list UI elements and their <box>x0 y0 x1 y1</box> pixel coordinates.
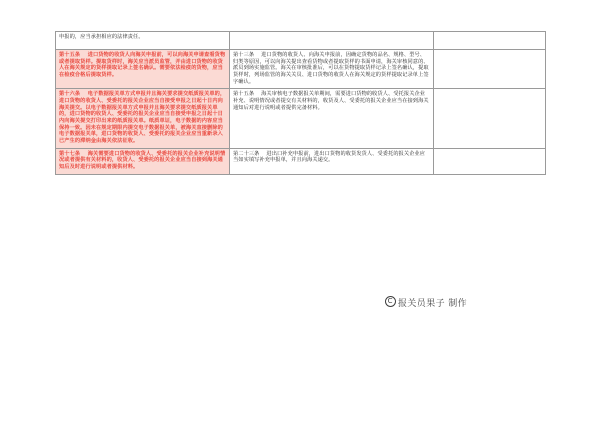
cell-text: 申报的，应当承担相应的法律责任。 <box>59 34 144 40</box>
watermark <box>385 296 467 309</box>
cell-text: 第二十三条 进出口补充申报前，进出口货物的收货发货人、受委托的报关企业应当如实填写补充申报单，并且向海关递交。 <box>233 150 426 164</box>
table-cell-left <box>56 32 230 50</box>
table-cell-left <box>56 148 230 174</box>
table-cell-right <box>434 50 546 89</box>
table-row <box>56 148 546 174</box>
cell-text: 第十五条 进口货物的收货人向海关申报前，可以向海关申请查看货物或者提取货样。提取货样时，海关应当派员监管，并由进口货物的收货人在海关规定的货样提取记录上签名确认。需要依法检疫的货物，应当在检疫合格后提取货样。 <box>59 52 226 78</box>
table-row <box>56 89 546 148</box>
table-cell-middle <box>230 32 434 50</box>
table-row <box>56 50 546 89</box>
cell-text: 第十七条 海关需要进口货物的收货人、受委托的报关企业补充说明情况或者提供有关材料的，收货人、受委托的报关企业应当自接到海关通知后及时进行说明或者提供材料。 <box>59 150 226 170</box>
table-cell-left <box>56 89 230 148</box>
table-cell-right <box>434 32 546 50</box>
table-cell-right <box>434 148 546 174</box>
table-row <box>56 32 546 50</box>
copyright-icon <box>385 296 396 307</box>
table-cell-left <box>56 50 230 89</box>
table-cell-middle <box>230 148 434 174</box>
regulations-comparison-table <box>55 31 546 175</box>
cell-text: 第十三条 进口货物的收货人、向海关申报前，因确定货物的品名、规格、型号、归类等原因，可以向海关提出查看货物或者提取货样的书面申请，海关审核同意的、派员到场实施监管。海关在审核批准后，可以在货物提取货样记录上签名确认，提取货样时，列场监管的海关关员、进口货物的收货人在海关规定的货样提取记录单上签字确认。 <box>233 52 429 85</box>
table-cell-middle <box>230 50 434 89</box>
table-cell-right <box>434 89 546 148</box>
table-cell-middle <box>230 89 434 148</box>
watermark-text: 报关员果子 制作 <box>398 299 468 309</box>
cell-text: 第十五条 海关审核电子数据报关单期间，需要进口货物的收货人、受托报关企业补充、说明情况或者提交有关材料的，收货及人、受委托的报关企业应当在接到海关通知后对进行说明或者提供完备材料。 <box>233 91 429 111</box>
cell-text: 第十六条 电子数据报关单方式申报并且海关要求提交纸质报关单的，进口货物的收货人、受委托的报关企业应当自接受申报之日起十日内向海关提交。以电子数据报关单方式申报并且海关要求提交纸质报关单的，进口货物的收货人、受委托的报关企业应当自接受申报之日起十日内向海关提交打印出来的纸质报关单。纸质单证，电子数据的内容应当保持一致。因未在规定期限内提交电子数据报关单，被海关直接删除的电子数据报关单，进口货物的收货人、受委托的报关企业应当重新录入已产生的滞纳金由海关依法征收。 <box>59 91 226 144</box>
